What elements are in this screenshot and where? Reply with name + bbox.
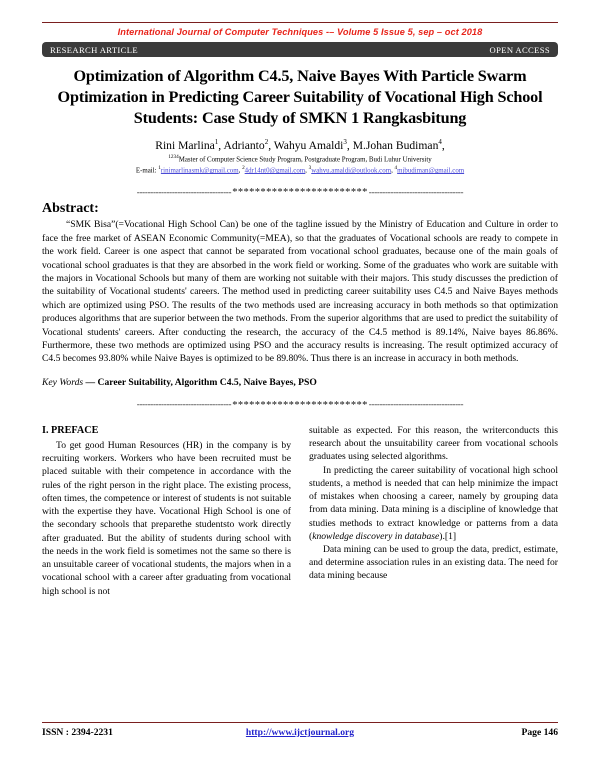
author-3: Wahyu Amaldi$^3$, xyxy=(273,138,350,153)
separator-stars: ************************ xyxy=(232,187,368,198)
page-footer xyxy=(42,722,558,738)
email-1-sup: 1 xyxy=(158,165,161,172)
author-4: M.Johan Budiman$^4$, xyxy=(352,138,445,153)
author-4-sup: 4 xyxy=(438,138,442,147)
italic-term: knowledge discovery in database xyxy=(312,530,440,542)
section-heading-preface: I. PREFACE xyxy=(42,424,99,436)
keywords-list: Career Suitability, Algorithm C4.5, Naive Bayes, PSO xyxy=(97,376,317,388)
email-link-2[interactable]: 4dr14nt0@gmail.com xyxy=(244,167,306,175)
email-3-sup: 3 xyxy=(308,165,312,172)
footer-rule xyxy=(42,722,558,723)
affiliation-line xyxy=(42,155,558,164)
journal-header-line: International Journal of Computer Techniques -– Volume 5 Issue 5, sep – oct 2018 xyxy=(117,27,483,37)
separator-dashes-left: ----------------------------------- xyxy=(136,186,232,197)
open-access-label: OPEN ACCESS xyxy=(489,44,550,55)
left-column xyxy=(42,424,291,598)
keywords-label: Key Words xyxy=(42,376,84,388)
research-article-label: RESEARCH ARTICLE xyxy=(50,44,138,55)
author-2-sup: 2 xyxy=(264,138,269,147)
abstract-separator-top xyxy=(42,186,558,197)
email-label: E-mail: xyxy=(135,167,157,175)
abstract-text: “SMK Bisa”(=Vocational High School Can) be one of the tagline issued by the Ministry of Education and Culture in order to face the free market of ASEAN Economic Community(=MEA), so that the graduates of Vocational schools are ready to compete in the work field. Career is one aspect that cannot be separated from vocational school graduates, because one of the main goals of vocational school graduates is that they are absorbed in the work field or working. Some of the graduates who work are suitable with the majors in Vocational Schools but many of them are working not suitable with their majors. This study discusses the prediction of the suitability of Vocational students' careers. The method used in predicting career suitability uses C4.5 and Naive Bayes methods which are optimized using PSO. The results of the two methods used are increasing accuracy in both methods so that optimization produces algorithms that are superior between the two methods. From the superior algorithms that are used to predict the suitability of Vocational students' careers. After conducting the research, the accuracy of the C4.5 method is 89.14%, Naive bayes 86.86%. Furthermore, these two methods are optimized using PSO and the accuracy results is increasing. The result optimized accuracy of C4.5 becomes 93.80% while Naive Bayes is optimized to be 89.80%. Thus there is an increase in accuracy in both methods. xyxy=(42,219,558,365)
right-column xyxy=(309,424,558,598)
right-column-paragraph-3: Data mining can be used to group the data, predict, estimate, and determine association rules in an existing data. The need for data mining because xyxy=(309,544,558,582)
email-4-sup: 4 xyxy=(394,165,398,172)
footer-row xyxy=(42,727,558,738)
email-link-4[interactable]: mjbudiman@gmail.com xyxy=(397,167,465,175)
page-title: Optimization of Algorithm C4.5, Naive Bayes With Particle Swarm Optimization in Predicting Career Suitability of Vocational High School Students: Case Study of SMKN 1 Rangkasbitung xyxy=(57,67,543,128)
abstract-separator-bottom xyxy=(42,399,558,410)
separator-dashes-right: ----------------------------------- xyxy=(368,186,464,197)
author-list xyxy=(42,139,558,153)
page-number: Page 146 xyxy=(521,727,558,738)
author-3-sup: 3 xyxy=(343,138,347,147)
right-column-paragraph-1: suitable as expected. For this reason, the writerconducts this research about the unsuitability career from vocational schools graduates using selected algorithms. xyxy=(309,424,558,463)
separator2-dashes-left: ----------------------------------- xyxy=(136,399,232,410)
article-type-bar xyxy=(42,42,558,57)
footer-site-wrap xyxy=(42,727,558,738)
email-line: E-mail: $^1$rinimarlinasmk@gmail.com, $^2$4dr14nt0@gmail.com, $^3$wahyu.amaldi@outlook.com, $^4$mjbudiman@gmail.com xyxy=(135,165,465,175)
author-1-sup: 1 xyxy=(214,138,219,147)
journal-site-link[interactable]: http://www.ijctjournal.org xyxy=(245,727,355,738)
right-column-paragraph-2: In predicting the career suitability of vocational high school students, a method is needed that can help minimize the impact of mistakes when choosing a career, namely by grouping data from data mining. Data mining is a discipline of knowledge that studies methods to extract knowledge or patterns from a data (knowledge discovery in database).[1] xyxy=(309,464,558,542)
abstract-heading: Abstract: xyxy=(42,201,99,217)
left-column-paragraph-1: To get good Human Resources (HR) in the company is by recruiting workers. Workers who have been recruited must be placed suitable with their competence in accordance with the rules of the right person in the right place. The existing process, often times, the competence or interest of students is not suitable with the expertise they have. Vocational High School is one of the secondary schools that preparethe studentsto work directly after graduated. But the ability of students during school with the needs in the work field is sometimes not the same so there is an unsuitable career of vocational students, the majors when in a vocational school with a career after graduating from vocational high school is not xyxy=(42,439,291,597)
body-columns xyxy=(42,424,558,598)
author-2: Adrianto$^2$, xyxy=(223,138,272,153)
affiliation-sup: 1234 xyxy=(168,153,179,160)
email-link-1[interactable]: rinimarlinasmk@gmail.com xyxy=(160,167,239,175)
email-2-sup: 2 xyxy=(242,165,245,172)
affiliation-text: Master of Computer Science Study Program, Postgraduate Program, Budi Luhur University xyxy=(178,156,432,164)
issn-label: ISSN : 2394-2231 xyxy=(42,727,113,738)
keywords-line xyxy=(42,377,558,388)
email-link-3[interactable]: wahyu.amaldi@outlook.com xyxy=(311,167,392,175)
separator2-stars: ************************ xyxy=(232,399,368,410)
author-1: Rini Marlina$^1$, xyxy=(155,138,222,153)
keywords-dash: — xyxy=(85,376,96,388)
separator2-dashes-right: ----------------------------------- xyxy=(368,399,464,410)
